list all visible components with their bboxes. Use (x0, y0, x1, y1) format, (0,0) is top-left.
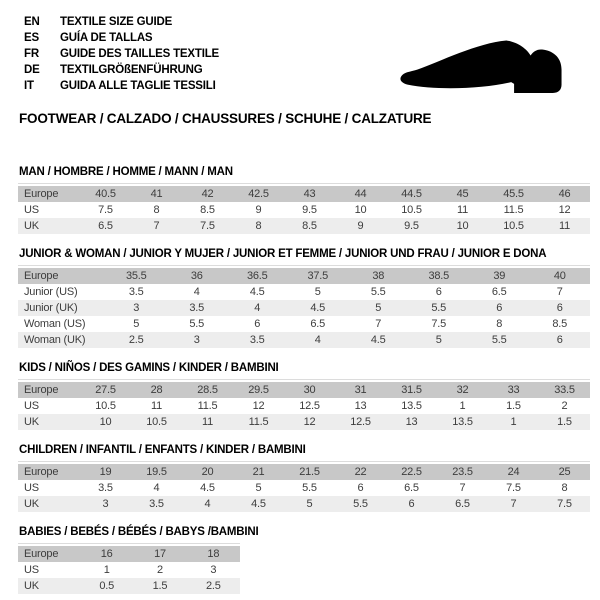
size-cell: 40 (553, 270, 566, 282)
table-row (18, 284, 590, 300)
size-cell: 11 (558, 220, 571, 232)
size-cell: 4 (153, 482, 160, 494)
row-label: Europe (24, 384, 59, 396)
language-code: IT (24, 80, 34, 92)
size-cell: 3 (133, 302, 140, 314)
size-cell: 9.5 (404, 220, 419, 232)
size-cell: 37.5 (307, 270, 329, 282)
size-cell: 4.5 (310, 302, 326, 314)
size-cell: 3.5 (149, 498, 164, 510)
table-top-rule (18, 265, 590, 348)
language-label: TEXTILGRÖßENFÜHRUNG (60, 64, 203, 76)
size-cell: 5.5 (431, 302, 447, 314)
size-cell: 5 (255, 482, 262, 494)
row-label: US (24, 400, 39, 412)
size-cell: 8 (153, 204, 160, 216)
size-cell: 13.5 (401, 400, 422, 412)
size-cell: 11.5 (503, 204, 524, 216)
table-row (18, 186, 590, 202)
language-label: GUÍA DE TALLAS (60, 32, 153, 44)
size-table-kids (18, 382, 590, 430)
size-cell: 33.5 (554, 384, 575, 396)
size-cell: 4.5 (200, 482, 215, 494)
size-cell: 7 (510, 498, 517, 510)
table-row (18, 578, 240, 594)
size-cell: 40.5 (95, 188, 116, 200)
size-cell: 9 (357, 220, 364, 232)
size-cell: 9.5 (302, 204, 317, 216)
size-cell: 6 (408, 498, 415, 510)
size-cell: 35.5 (125, 270, 147, 282)
size-cell: 2.5 (205, 580, 221, 592)
size-section-children (18, 444, 590, 512)
size-cell: 20 (201, 466, 214, 478)
section-title: KIDS / NIÑOS / DES GAMINS / KINDER / BAMBINI (19, 362, 279, 374)
table-row (18, 464, 590, 480)
size-cell: 1.5 (506, 400, 521, 412)
size-cell: 18 (207, 548, 220, 560)
size-cell: 10.5 (146, 416, 167, 428)
size-cell: 7.5 (506, 482, 521, 494)
size-cell: 6 (357, 482, 364, 494)
row-label: Europe (24, 188, 59, 200)
size-table-babies (18, 546, 240, 594)
size-cell: 23.5 (452, 466, 473, 478)
size-cell: 31 (354, 384, 367, 396)
size-cell: 7 (459, 482, 466, 494)
size-cell: 30 (303, 384, 316, 396)
language-row (24, 62, 219, 78)
size-cell: 45 (456, 188, 469, 200)
size-cell: 7 (375, 318, 382, 330)
row-label: US (24, 204, 39, 216)
size-cell: 4 (204, 498, 211, 510)
size-cell: 6.5 (455, 498, 470, 510)
table-row (18, 546, 240, 562)
size-cell: 4.5 (251, 498, 266, 510)
size-cell: 10 (456, 220, 469, 232)
size-cell: 17 (154, 548, 166, 560)
size-cell: 24 (507, 466, 520, 478)
size-cell: 5 (435, 334, 442, 346)
size-cell: 8.5 (200, 204, 215, 216)
size-section-man (18, 166, 590, 234)
size-cell: 44 (354, 188, 367, 200)
size-cell: 8.5 (552, 318, 568, 330)
language-label: GUIDE DES TAILLES TEXTILE (60, 48, 219, 60)
row-label: Europe (24, 548, 59, 560)
size-cell: 5.5 (189, 318, 205, 330)
table-top-rule (18, 379, 590, 430)
size-cell: 36 (190, 270, 203, 282)
table-row (18, 218, 590, 234)
size-cell: 13 (354, 400, 367, 412)
size-cell: 12.5 (350, 416, 371, 428)
size-cell: 3.5 (98, 482, 113, 494)
size-cell: 1 (459, 400, 466, 412)
table-row (18, 496, 590, 512)
size-cell: 10 (99, 416, 112, 428)
size-cell: 22.5 (401, 466, 422, 478)
size-cell: 10.5 (401, 204, 422, 216)
language-row (24, 14, 219, 30)
size-cell: 5.5 (491, 334, 507, 346)
size-cell: 3.5 (189, 302, 205, 314)
size-cell: 7.5 (98, 204, 113, 216)
size-cell: 5 (133, 318, 140, 330)
size-cell: 13 (405, 416, 418, 428)
size-cell: 7.5 (431, 318, 447, 330)
size-cell: 8 (496, 318, 503, 330)
size-cell: 19 (99, 466, 112, 478)
row-label: UK (24, 498, 39, 510)
table-top-rule (18, 461, 590, 512)
row-label: Woman (UK) (24, 334, 86, 346)
row-label: UK (24, 220, 39, 232)
size-cell: 6 (435, 286, 442, 298)
size-cell: 13.5 (452, 416, 473, 428)
size-section-kids (18, 362, 590, 430)
size-cell: 11.5 (197, 400, 218, 412)
size-cell: 6 (556, 334, 563, 346)
size-cell: 39 (493, 270, 506, 282)
size-cell: 28.5 (197, 384, 218, 396)
size-section-babies (18, 526, 590, 594)
size-cell: 10.5 (503, 220, 524, 232)
size-cell: 11 (201, 416, 214, 428)
size-cell: 27.5 (95, 384, 116, 396)
row-label: Europe (24, 270, 59, 282)
size-cell: 9 (255, 204, 262, 216)
table-row (18, 382, 590, 398)
row-label: US (24, 482, 39, 494)
size-cell: 5 (314, 286, 321, 298)
size-cell: 29.5 (248, 384, 269, 396)
size-cell: 8 (255, 220, 262, 232)
table-row (18, 414, 590, 430)
size-cell: 25 (558, 466, 571, 478)
size-cell: 22 (354, 466, 367, 478)
size-cell: 3 (102, 498, 109, 510)
table-row (18, 202, 590, 218)
size-cell: 1.5 (152, 580, 168, 592)
size-cell: 7 (556, 286, 563, 298)
size-cell: 36.5 (246, 270, 268, 282)
size-cell: 10.5 (95, 400, 116, 412)
language-code: EN (24, 16, 40, 28)
size-cell: 42.5 (248, 188, 269, 200)
size-cell: 4 (193, 286, 200, 298)
size-cell: 44.5 (401, 188, 422, 200)
size-cell: 31.5 (401, 384, 422, 396)
language-list (24, 14, 219, 94)
size-cell: 8.5 (302, 220, 317, 232)
table-row (18, 398, 590, 414)
language-label: TEXTILE SIZE GUIDE (60, 16, 173, 28)
size-cell: 11 (150, 400, 163, 412)
section-title: BABIES / BEBÉS / BÉBÉS / BABYS /BAMBINI (19, 526, 259, 538)
size-cell: 5.5 (370, 286, 386, 298)
section-title: MAN / HOMBRE / HOMME / MANN / MAN (19, 166, 233, 178)
size-cell: 2 (157, 564, 163, 576)
size-cell: 7.5 (200, 220, 215, 232)
size-cell: 5.5 (353, 498, 368, 510)
language-code: FR (24, 48, 39, 60)
size-cell: 4 (314, 334, 321, 346)
size-cell: 32 (456, 384, 469, 396)
row-label: Woman (US) (24, 318, 86, 330)
size-cell: 21 (252, 466, 265, 478)
section-title: JUNIOR & WOMAN / JUNIOR Y MUJER / JUNIOR ET FEMME / JUNIOR UND FRAU / JUNIOR E DONA (19, 248, 547, 260)
size-cell: 12.5 (299, 400, 320, 412)
size-cell: 42 (201, 188, 214, 200)
size-cell: 6 (496, 302, 503, 314)
size-cell: 4.5 (249, 286, 265, 298)
size-cell: 6 (254, 318, 261, 330)
size-cell: 12 (252, 400, 265, 412)
size-cell: 1.5 (557, 416, 572, 428)
size-cell: 6.5 (491, 286, 507, 298)
size-cell: 2 (561, 400, 568, 412)
size-cell: 46 (558, 188, 571, 200)
size-table-junior-woman (18, 268, 590, 348)
size-cell: 33 (507, 384, 520, 396)
category-title: FOOTWEAR / CALZADO / CHAUSSURES / SCHUHE / CALZATURE (19, 111, 432, 126)
language-label: GUIDA ALLE TAGLIE TESSILI (60, 80, 216, 92)
size-cell: 19.5 (146, 466, 167, 478)
row-label: Junior (UK) (24, 302, 78, 314)
size-cell: 7.5 (557, 498, 572, 510)
table-row (18, 562, 240, 578)
language-code: ES (24, 32, 39, 44)
size-tables (18, 166, 590, 594)
size-cell: 38 (372, 270, 385, 282)
size-cell: 8 (561, 482, 568, 494)
size-cell: 21.5 (299, 466, 320, 478)
size-cell: 28 (150, 384, 163, 396)
size-cell: 45.5 (503, 188, 524, 200)
table-top-rule (18, 183, 590, 234)
size-cell: 6.5 (404, 482, 419, 494)
size-cell: 3.5 (128, 286, 144, 298)
row-label: UK (24, 416, 39, 428)
size-cell: 5 (375, 302, 382, 314)
dress-shoe-icon (394, 33, 578, 93)
section-title: CHILDREN / INFANTIL / ENFANTS / KINDER / BAMBINI (19, 444, 306, 456)
size-cell: 43 (303, 188, 316, 200)
row-label: UK (24, 580, 39, 592)
size-table-children (18, 464, 590, 512)
size-cell: 16 (100, 548, 113, 560)
size-cell: 10 (354, 204, 367, 216)
size-cell: 4.5 (370, 334, 386, 346)
table-row (18, 316, 590, 332)
size-cell: 0.5 (99, 580, 115, 592)
table-row (18, 300, 590, 316)
size-cell: 3 (210, 564, 217, 576)
size-cell: 6.5 (310, 318, 326, 330)
size-cell: 5 (306, 498, 313, 510)
size-cell: 6.5 (98, 220, 113, 232)
row-label: Junior (US) (24, 286, 78, 298)
size-cell: 4 (254, 302, 261, 314)
size-cell: 5.5 (302, 482, 317, 494)
table-row (18, 480, 590, 496)
table-top-rule (18, 543, 240, 594)
language-row (24, 78, 219, 94)
size-cell: 7 (153, 220, 160, 232)
table-row (18, 268, 590, 284)
table-row (18, 332, 590, 348)
language-row (24, 30, 219, 46)
size-cell: 3 (193, 334, 200, 346)
language-code: DE (24, 64, 40, 76)
size-table-man (18, 186, 590, 234)
row-label: US (24, 564, 39, 576)
size-cell: 12 (303, 416, 316, 428)
size-cell: 1 (103, 564, 110, 576)
size-cell: 38.5 (428, 270, 450, 282)
size-cell: 11.5 (248, 416, 269, 428)
row-label: Europe (24, 466, 59, 478)
size-cell: 2.5 (128, 334, 144, 346)
size-cell: 1 (510, 416, 517, 428)
size-cell: 6 (556, 302, 563, 314)
language-row (24, 46, 219, 62)
size-section-junior-woman (18, 248, 590, 348)
size-cell: 12 (558, 204, 571, 216)
size-cell: 3.5 (249, 334, 265, 346)
size-cell: 11 (456, 204, 469, 216)
size-cell: 41 (150, 188, 163, 200)
